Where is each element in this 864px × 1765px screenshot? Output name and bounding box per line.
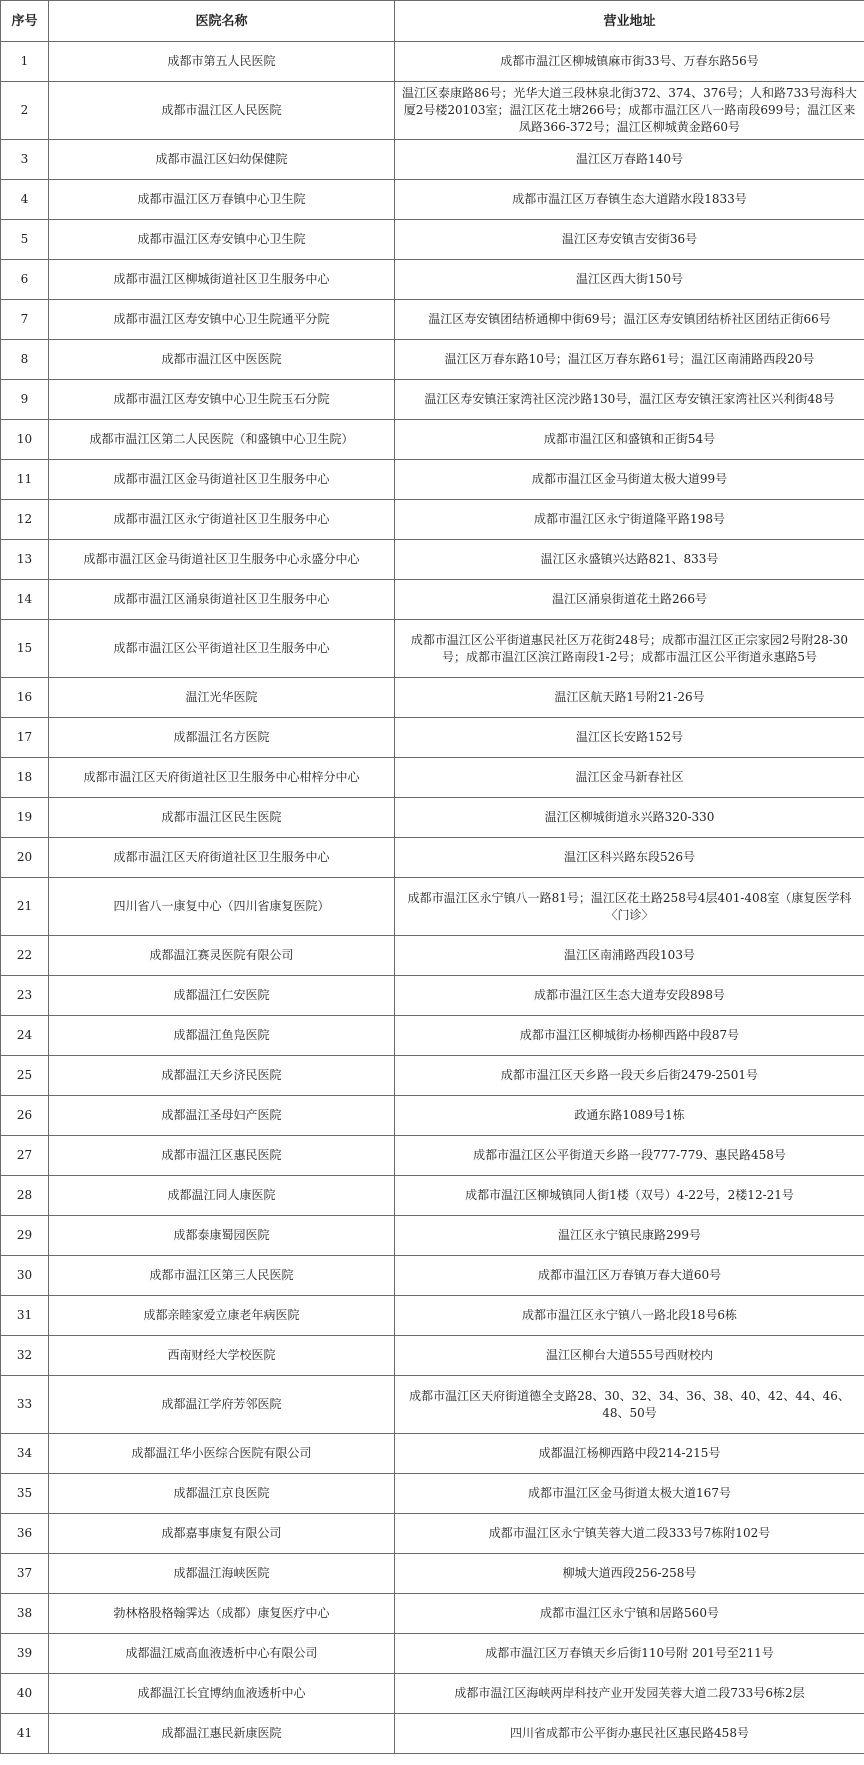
cell-address: 温江区柳台大道555号西财校内 (395, 1336, 864, 1376)
table-row (1, 1016, 864, 1056)
cell-address: 成都市温江区柳城街办杨柳西路中段87号 (395, 1016, 864, 1056)
cell-no: 10 (1, 420, 49, 460)
cell-hospital-name: 成都市温江区金马街道社区卫生服务中心 (49, 460, 395, 500)
table-body (1, 42, 864, 1754)
cell-hospital-name: 成都市第五人民医院 (49, 42, 395, 82)
table-row (1, 620, 864, 678)
table-row (1, 1096, 864, 1136)
cell-no: 18 (1, 758, 49, 798)
table-row (1, 140, 864, 180)
table-row (1, 1594, 864, 1634)
cell-hospital-name: 成都市温江区第三人民医院 (49, 1256, 395, 1296)
cell-hospital-name: 成都温江天乡济民医院 (49, 1056, 395, 1096)
cell-no: 20 (1, 838, 49, 878)
cell-address: 成都市温江区和盛镇和正街54号 (395, 420, 864, 460)
table-row (1, 1056, 864, 1096)
cell-hospital-name: 西南财经大学校医院 (49, 1336, 395, 1376)
table-row (1, 1136, 864, 1176)
cell-no: 13 (1, 540, 49, 580)
header-no: 序号 (1, 1, 49, 42)
cell-hospital-name: 成都温江华小医综合医院有限公司 (49, 1434, 395, 1474)
table-row (1, 1296, 864, 1336)
cell-no: 38 (1, 1594, 49, 1634)
table-header-row (1, 1, 864, 42)
cell-hospital-name: 成都市温江区惠民医院 (49, 1136, 395, 1176)
cell-no: 30 (1, 1256, 49, 1296)
cell-hospital-name: 成都温江同人康医院 (49, 1176, 395, 1216)
cell-address: 温江区涌泉街道花土路266号 (395, 580, 864, 620)
table-row (1, 758, 864, 798)
table-row (1, 300, 864, 340)
cell-hospital-name: 成都温江名方医院 (49, 718, 395, 758)
cell-hospital-name: 成都市温江区第二人民医院（和盛镇中心卫生院） (49, 420, 395, 460)
table-row (1, 420, 864, 460)
cell-no: 34 (1, 1434, 49, 1474)
table-row (1, 798, 864, 838)
cell-no: 6 (1, 260, 49, 300)
cell-hospital-name: 成都温江长宜博纳血液透析中心 (49, 1674, 395, 1714)
cell-hospital-name: 成都温江仁安医院 (49, 976, 395, 1016)
cell-hospital-name: 温江光华医院 (49, 678, 395, 718)
table-row (1, 1434, 864, 1474)
cell-hospital-name: 成都市温江区妇幼保健院 (49, 140, 395, 180)
cell-no: 27 (1, 1136, 49, 1176)
cell-no: 4 (1, 180, 49, 220)
cell-no: 11 (1, 460, 49, 500)
cell-hospital-name: 成都市温江区公平街道社区卫生服务中心 (49, 620, 395, 678)
cell-address: 成都市温江区生态大道寿安段898号 (395, 976, 864, 1016)
cell-address: 温江区寿安镇团结桥通柳中街69号；温江区寿安镇团结桥社区团结正街66号 (395, 300, 864, 340)
table-row (1, 82, 864, 140)
table-row (1, 976, 864, 1016)
cell-address: 温江区科兴路东段526号 (395, 838, 864, 878)
cell-address: 温江区金马新春社区 (395, 758, 864, 798)
table-row (1, 936, 864, 976)
cell-address: 柳城大道西段256-258号 (395, 1554, 864, 1594)
cell-hospital-name: 成都市温江区寿安镇中心卫生院 (49, 220, 395, 260)
cell-no: 37 (1, 1554, 49, 1594)
cell-address: 温江区永盛镇兴达路821、833号 (395, 540, 864, 580)
cell-address: 温江区航天路1号附21-26号 (395, 678, 864, 718)
cell-address: 成都市温江区万春镇天乡后街110号附 201号至211号 (395, 1634, 864, 1674)
cell-no: 31 (1, 1296, 49, 1336)
table-row (1, 460, 864, 500)
cell-no: 25 (1, 1056, 49, 1096)
cell-address: 成都市温江区柳城镇麻市街33号、万春东路56号 (395, 42, 864, 82)
table-row (1, 220, 864, 260)
cell-address: 温江区永宁镇民康路299号 (395, 1216, 864, 1256)
table-row (1, 1514, 864, 1554)
cell-no: 3 (1, 140, 49, 180)
cell-address: 成都市温江区永宁镇和居路560号 (395, 1594, 864, 1634)
table-row (1, 1554, 864, 1594)
cell-hospital-name: 成都温江威高血液透析中心有限公司 (49, 1634, 395, 1674)
cell-address: 成都市温江区万春镇生态大道踏水段1833号 (395, 180, 864, 220)
cell-hospital-name: 成都嘉事康复有限公司 (49, 1514, 395, 1554)
cell-no: 35 (1, 1474, 49, 1514)
cell-address: 温江区寿安镇汪家湾社区浣沙路130号，温江区寿安镇汪家湾社区兴利街48号 (395, 380, 864, 420)
cell-no: 24 (1, 1016, 49, 1056)
table-row (1, 1176, 864, 1216)
cell-hospital-name: 成都市温江区寿安镇中心卫生院通平分院 (49, 300, 395, 340)
cell-hospital-name: 成都市温江区民生医院 (49, 798, 395, 838)
table-row (1, 1634, 864, 1674)
cell-no: 32 (1, 1336, 49, 1376)
cell-hospital-name: 成都市温江区寿安镇中心卫生院玉石分院 (49, 380, 395, 420)
table-row (1, 580, 864, 620)
cell-no: 2 (1, 82, 49, 140)
table-row (1, 540, 864, 580)
cell-address: 四川省成都市公平街办惠民社区惠民路458号 (395, 1714, 864, 1754)
cell-address: 成都市温江区永宁镇八一路81号；温江区花土路258号4层401-408室（康复医学科〈门诊〉 (395, 878, 864, 936)
cell-hospital-name: 成都市温江区金马街道社区卫生服务中心永盛分中心 (49, 540, 395, 580)
cell-address: 成都市温江区万春镇万春大道60号 (395, 1256, 864, 1296)
table-row (1, 1674, 864, 1714)
table-row (1, 340, 864, 380)
cell-hospital-name: 四川省八一康复中心（四川省康复医院） (49, 878, 395, 936)
cell-address: 成都市温江区天府街道德全支路28、30、32、34、36、38、40、42、44、46、48、50号 (395, 1376, 864, 1434)
cell-hospital-name: 成都市温江区中医医院 (49, 340, 395, 380)
table-row (1, 1336, 864, 1376)
cell-address: 成都温江杨柳西路中段214-215号 (395, 1434, 864, 1474)
cell-no: 41 (1, 1714, 49, 1754)
cell-address: 温江区南浦路西段103号 (395, 936, 864, 976)
cell-address: 成都市温江区永宁镇芙蓉大道二段333号7栋附102号 (395, 1514, 864, 1554)
cell-no: 7 (1, 300, 49, 340)
cell-no: 23 (1, 976, 49, 1016)
cell-hospital-name: 成都市温江区天府街道社区卫生服务中心柑梓分中心 (49, 758, 395, 798)
table-row (1, 1714, 864, 1754)
cell-hospital-name: 成都市温江区永宁街道社区卫生服务中心 (49, 500, 395, 540)
header-address: 营业地址 (395, 1, 864, 42)
cell-hospital-name: 勃林格股格翰霁达（成都）康复医疗中心 (49, 1594, 395, 1634)
cell-no: 39 (1, 1634, 49, 1674)
table-row (1, 678, 864, 718)
cell-hospital-name: 成都温江学府芳邻医院 (49, 1376, 395, 1434)
cell-no: 5 (1, 220, 49, 260)
cell-address: 成都市温江区永宁镇八一路北段18号6栋 (395, 1296, 864, 1336)
table-row (1, 260, 864, 300)
cell-no: 14 (1, 580, 49, 620)
cell-no: 19 (1, 798, 49, 838)
cell-hospital-name: 成都市温江区天府街道社区卫生服务中心 (49, 838, 395, 878)
cell-address: 成都市温江区公平街道天乡路一段777-779、惠民路458号 (395, 1136, 864, 1176)
cell-no: 29 (1, 1216, 49, 1256)
cell-address: 成都市温江区永宁街道隆平路198号 (395, 500, 864, 540)
cell-address: 温江区万春东路10号；温江区万春东路61号；温江区南浦路西段20号 (395, 340, 864, 380)
cell-no: 21 (1, 878, 49, 936)
cell-no: 17 (1, 718, 49, 758)
cell-hospital-name: 成都市温江区柳城街道社区卫生服务中心 (49, 260, 395, 300)
cell-address: 成都市温江区金马街道太极大道167号 (395, 1474, 864, 1514)
cell-no: 22 (1, 936, 49, 976)
table-row (1, 380, 864, 420)
cell-address: 成都市温江区天乡路一段天乡后街2479-2501号 (395, 1056, 864, 1096)
table-row (1, 1256, 864, 1296)
cell-address: 温江区柳城街道永兴路320-330 (395, 798, 864, 838)
cell-hospital-name: 成都市温江区万春镇中心卫生院 (49, 180, 395, 220)
cell-no: 28 (1, 1176, 49, 1216)
cell-hospital-name: 成都温江圣母妇产医院 (49, 1096, 395, 1136)
table-row (1, 718, 864, 758)
cell-hospital-name: 成都市温江区涌泉街道社区卫生服务中心 (49, 580, 395, 620)
cell-hospital-name: 成都温江赛灵医院有限公司 (49, 936, 395, 976)
cell-no: 16 (1, 678, 49, 718)
cell-address: 成都市温江区公平街道惠民社区万花街248号；成都市温江区正宗家园2号附28-30号；成都市温江区滨江路南段1-2号；成都市温江区公平街道永惠路5号 (395, 620, 864, 678)
cell-hospital-name: 成都市温江区人民医院 (49, 82, 395, 140)
cell-hospital-name: 成都温江京良医院 (49, 1474, 395, 1514)
cell-address: 温江区寿安镇吉安街36号 (395, 220, 864, 260)
cell-hospital-name: 成都温江海峡医院 (49, 1554, 395, 1594)
table-row (1, 1216, 864, 1256)
cell-no: 12 (1, 500, 49, 540)
cell-no: 8 (1, 340, 49, 380)
cell-hospital-name: 成都泰康蜀园医院 (49, 1216, 395, 1256)
cell-no: 9 (1, 380, 49, 420)
cell-no: 1 (1, 42, 49, 82)
cell-address: 政通东路1089号1栋 (395, 1096, 864, 1136)
cell-no: 36 (1, 1514, 49, 1554)
cell-hospital-name: 成都温江惠民新康医院 (49, 1714, 395, 1754)
cell-address: 温江区万春路140号 (395, 140, 864, 180)
table-row (1, 1376, 864, 1434)
cell-no: 26 (1, 1096, 49, 1136)
table-row (1, 500, 864, 540)
table-row (1, 878, 864, 936)
header-name: 医院名称 (49, 1, 395, 42)
cell-address: 成都市温江区金马街道太极大道99号 (395, 460, 864, 500)
cell-no: 40 (1, 1674, 49, 1714)
cell-no: 33 (1, 1376, 49, 1434)
table-row (1, 838, 864, 878)
cell-address: 温江区泰康路86号；光华大道三段林泉北街372、374、376号；人和路733号海科大厦2号楼20103室；温江区花土塘266号；成都市温江区八一路南段699号；温江区来凤路366-372号；温江区柳城黄金路60号 (395, 82, 864, 140)
cell-hospital-name: 成都温江鱼凫医院 (49, 1016, 395, 1056)
table-row (1, 1474, 864, 1514)
table-row (1, 180, 864, 220)
cell-hospital-name: 成都亲睦家爱立康老年病医院 (49, 1296, 395, 1336)
cell-address: 温江区长安路152号 (395, 718, 864, 758)
table-row (1, 42, 864, 82)
cell-no: 15 (1, 620, 49, 678)
cell-address: 成都市温江区海峡两岸科技产业开发园芙蓉大道二段733号6栋2层 (395, 1674, 864, 1714)
cell-address: 成都市温江区柳城镇同人街1楼（双号）4-22号，2楼12-21号 (395, 1176, 864, 1216)
cell-address: 温江区西大街150号 (395, 260, 864, 300)
